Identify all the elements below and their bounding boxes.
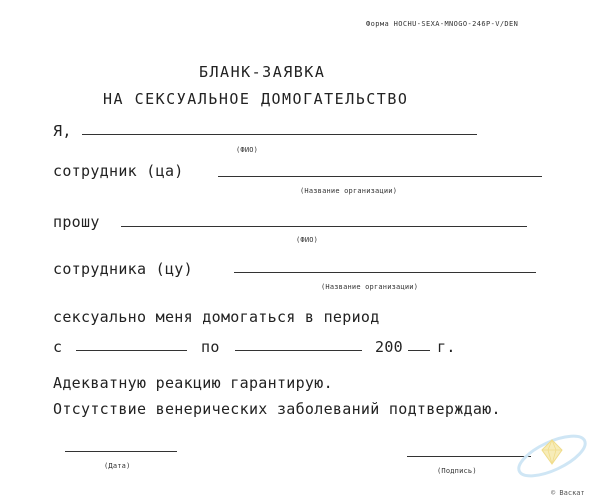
fio-caption-2: (ФИО): [296, 236, 319, 244]
organization-line-2[interactable]: [234, 272, 536, 273]
from-label: с: [53, 338, 63, 356]
fio-caption-1: (ФИО): [236, 146, 259, 154]
employee-label: сотрудник (ца): [53, 162, 184, 180]
organization-line-1[interactable]: [218, 176, 542, 177]
form-title-line-1: БЛАНК-ЗАЯВКА: [199, 63, 326, 81]
watermark-logo-icon: [512, 420, 592, 490]
organization-caption-2: (Название организации): [321, 283, 419, 291]
date-signature-line[interactable]: [65, 451, 177, 452]
statement-reaction: Адекватную реакцию гарантирую.: [53, 374, 333, 392]
form-code: Форма HOCHU-SEXA-MNOGO-246P-V/DEN: [366, 20, 519, 28]
watermark-text: © Васкат: [551, 489, 585, 497]
year-suffix: г.: [437, 338, 456, 356]
to-label: по: [201, 338, 220, 356]
i-label: Я,: [53, 122, 72, 140]
date-caption: (Дата): [104, 462, 131, 470]
date-from-line[interactable]: [76, 350, 187, 351]
period-text: сексуально меня домогаться в период: [53, 308, 380, 326]
ask-label: прошу: [53, 213, 100, 231]
employee2-label: сотрудника (цу): [53, 260, 193, 278]
organization-caption-1: (Название организации): [300, 187, 398, 195]
fio-line-2[interactable]: [121, 226, 527, 227]
form-title-line-2: НА СЕКСУАЛЬНОЕ ДОМОГАТЕЛЬСТВО: [103, 90, 409, 108]
fio-line-1[interactable]: [82, 134, 477, 135]
signature-caption: (Подпись): [437, 467, 477, 475]
statement-health: Отсутствие венерических заболеваний подтверждаю.: [53, 400, 501, 418]
date-to-line[interactable]: [235, 350, 362, 351]
year-line[interactable]: [408, 350, 430, 351]
year-prefix: 200: [375, 338, 403, 356]
